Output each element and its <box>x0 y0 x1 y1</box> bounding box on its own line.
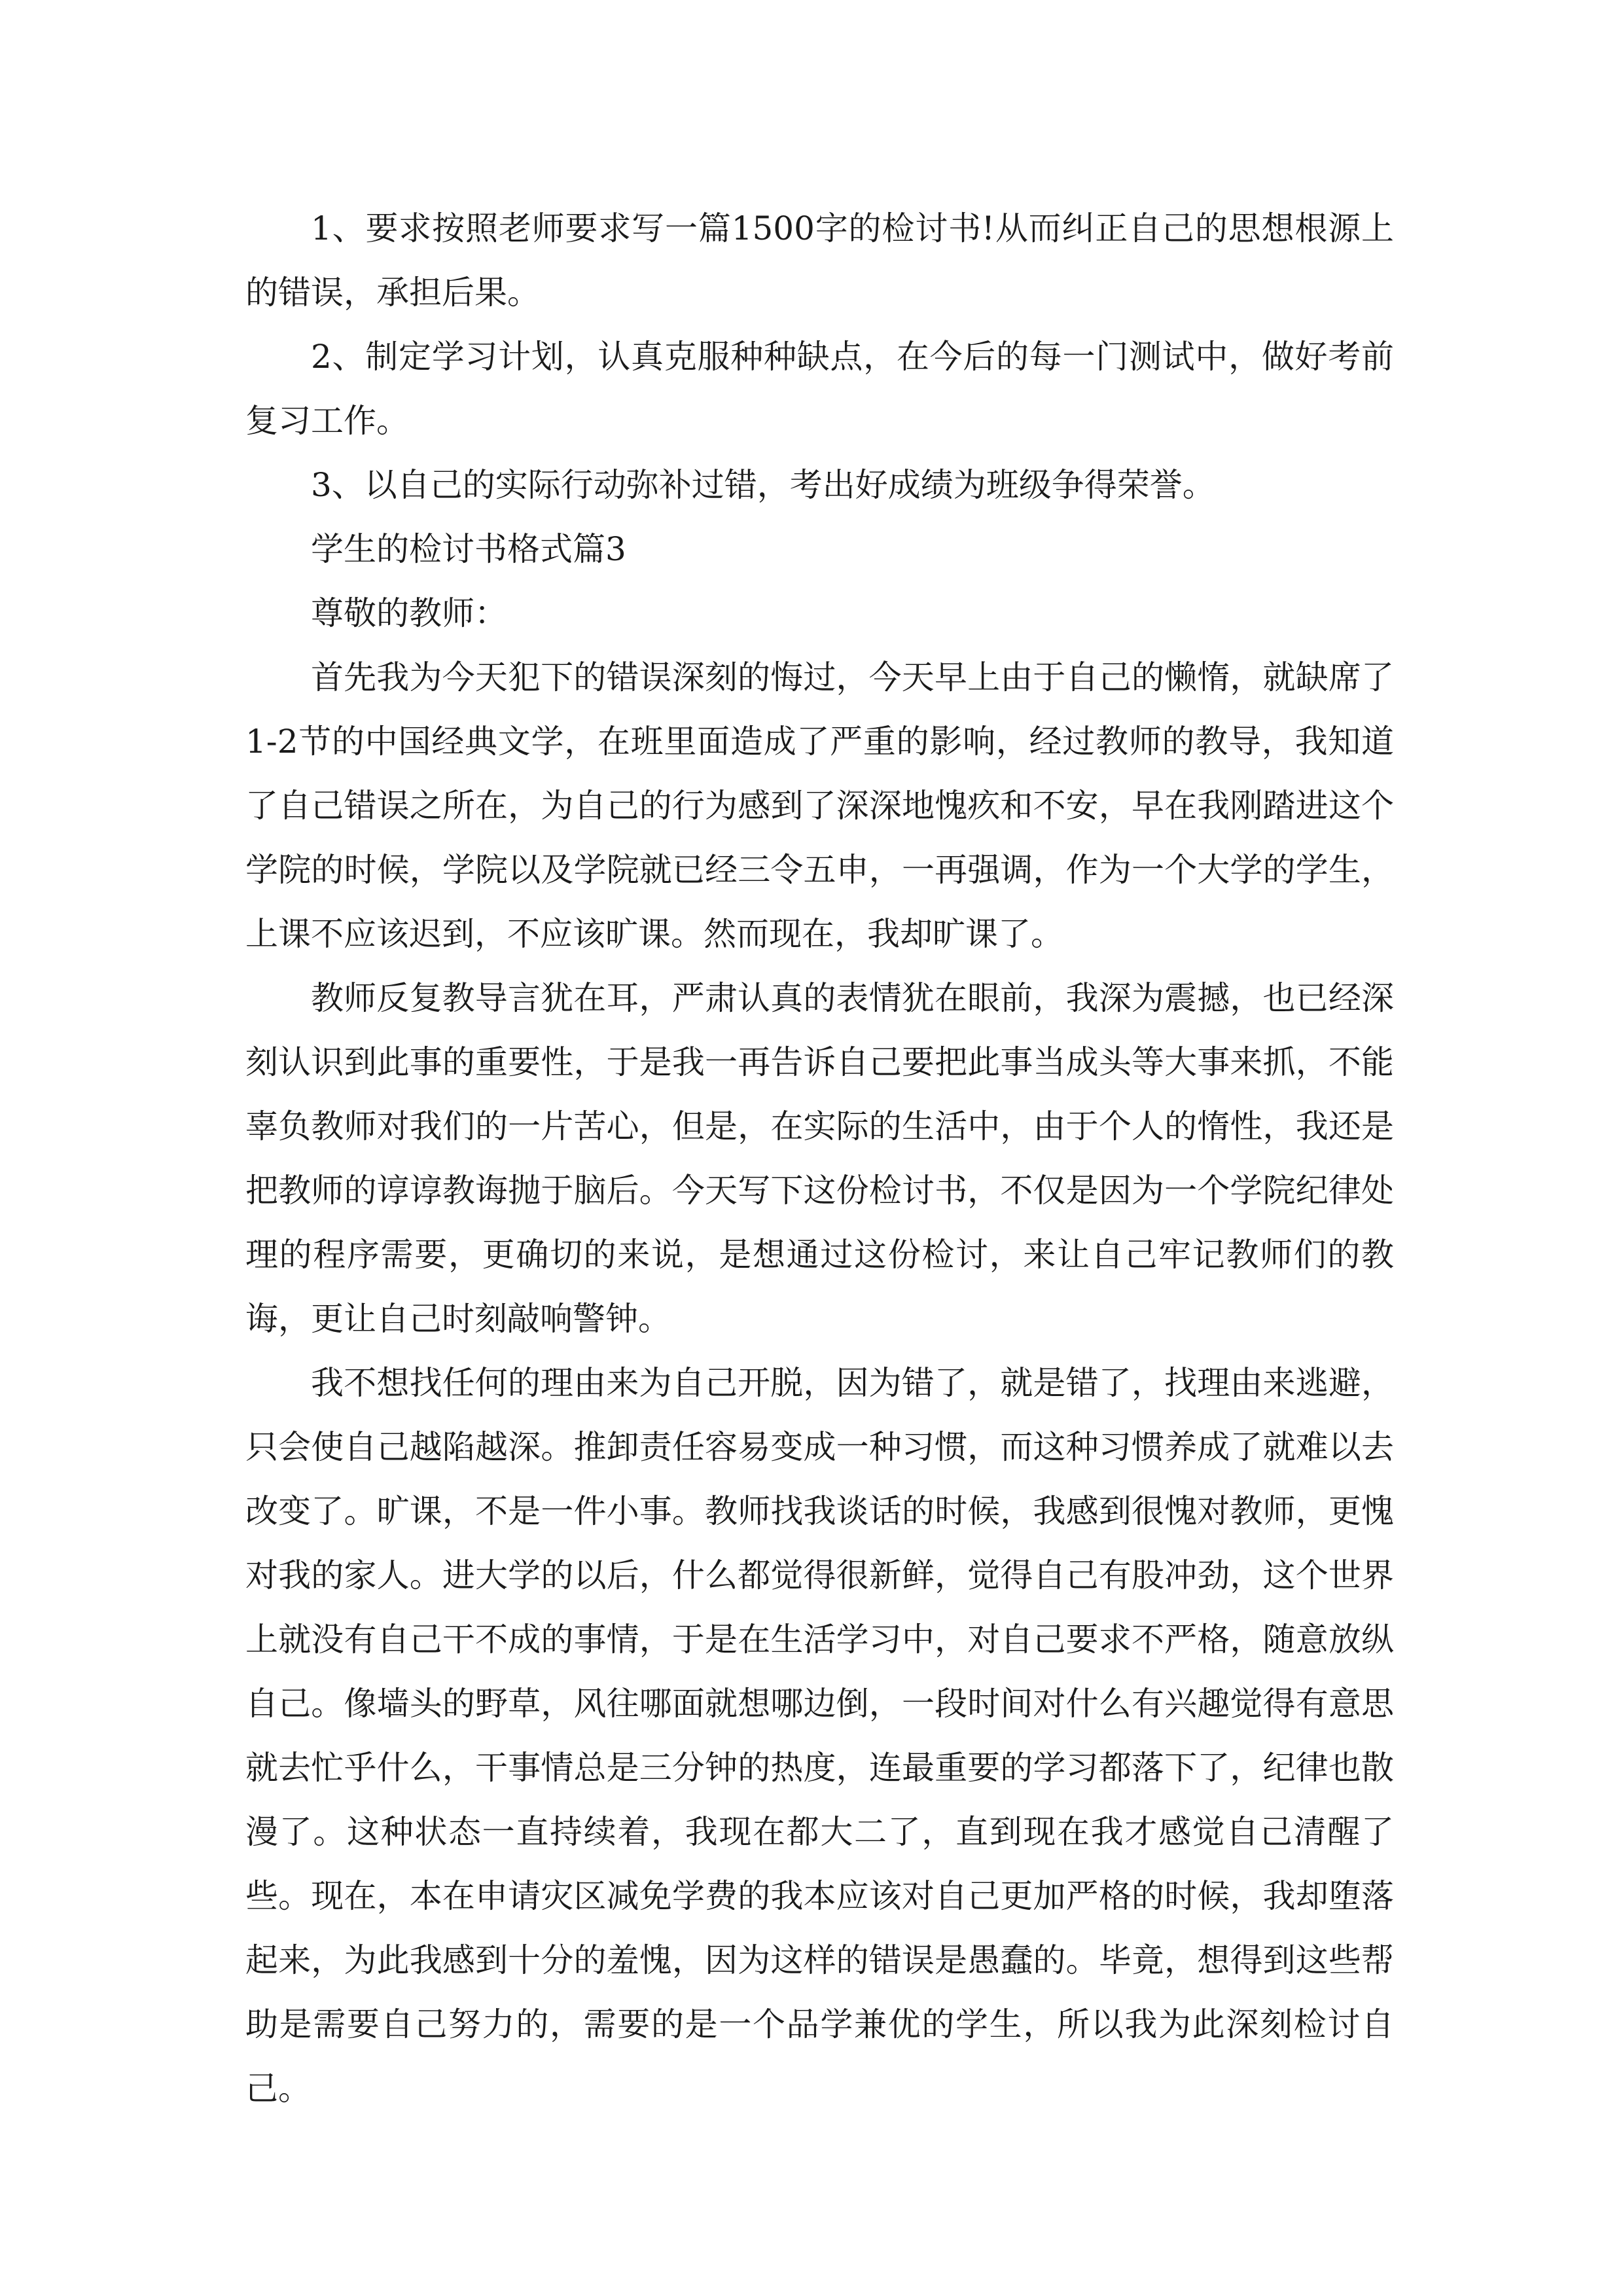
paragraph-requirement-1: 1、要求按照老师要求写一篇1500字的检讨书!从而纠正自己的思想根源上的错误，承担后果。 <box>245 209 1394 312</box>
section-heading: 学生的检讨书格式篇3 <box>311 530 626 568</box>
salutation: 尊敬的教师： <box>311 594 507 632</box>
paragraph-body-1: 首先我为今天犯下的错误深刻的悔过，今天早上由于自己的懒惰，就缺席了1-2节的中国经典文学，在班里面造成了严重的影响，经过教师的教导，我知道了自己错误之所在，为自己的行为感到了深深地愧疚和不安，早在我刚踏进这个学院的时候，学院以及学院就已经三令五申，一再强调，作为一个大学的学生，上课不应该迟到，不应该旷课。然而现在，我却旷课了。 <box>245 658 1394 953</box>
paragraph-requirement-2: 2、制定学习计划，认真克服种种缺点，在今后的每一门测试中，做好考前复习工作。 <box>245 338 1394 440</box>
paragraph-requirement-3: 3、以自己的实际行动弥补过错，考出好成绩为班级争得荣誉。 <box>311 466 1215 504</box>
document-body <box>245 196 1394 2121</box>
paragraph-body-2: 教师反复教导言犹在耳，严肃认真的表情犹在眼前，我深为震撼，也已经深刻认识到此事的重要性，于是我一再告诉自己要把此事当成头等大事来抓，不能辜负教师对我们的一片苦心，但是，在实际的生活中，由于个人的惰性，我还是把教师的谆谆教诲抛于脑后。今天写下这份检讨书，不仅是因为一个学院纪律处理的程序需要，更确切的来说，是想通过这份检讨，来让自己牢记教师们的教诲，更让自己时刻敲响警钟。 <box>245 979 1394 1338</box>
paragraph-body-3: 我不想找任何的理由来为自己开脱，因为错了，就是错了，找理由来逃避，只会使自己越陷越深。推卸责任容易变成一种习惯，而这种习惯养成了就难以去改变了。旷课，不是一件小事。教师找我谈话的时候，我感到很愧对教师，更愧对我的家人。进大学的以后，什么都觉得很新鲜，觉得自己有股冲劲，这个世界上就没有自己干不成的事情，于是在生活学习中，对自己要求不严格，随意放纵自己。像墙头的野草，风往哪面就想哪边倒，一段时间对什么有兴趣觉得有意思就去忙乎什么，干事情总是三分钟的热度，连最重要的学习都落下了，纪律也散漫了。这种状态一直持续着，我现在都大二了，直到现在我才感觉自己清醒了些。现在，本在申请灾区减免学费的我本应该对自己更加严格的时候，我却堕落起来，为此我感到十分的羞愧，因为这样的错误是愚蠢的。毕竟，想得到这些帮助是需要自己努力的，需要的是一个品学兼优的学生，所以我为此深刻检讨自己。 <box>245 1364 1394 2108</box>
